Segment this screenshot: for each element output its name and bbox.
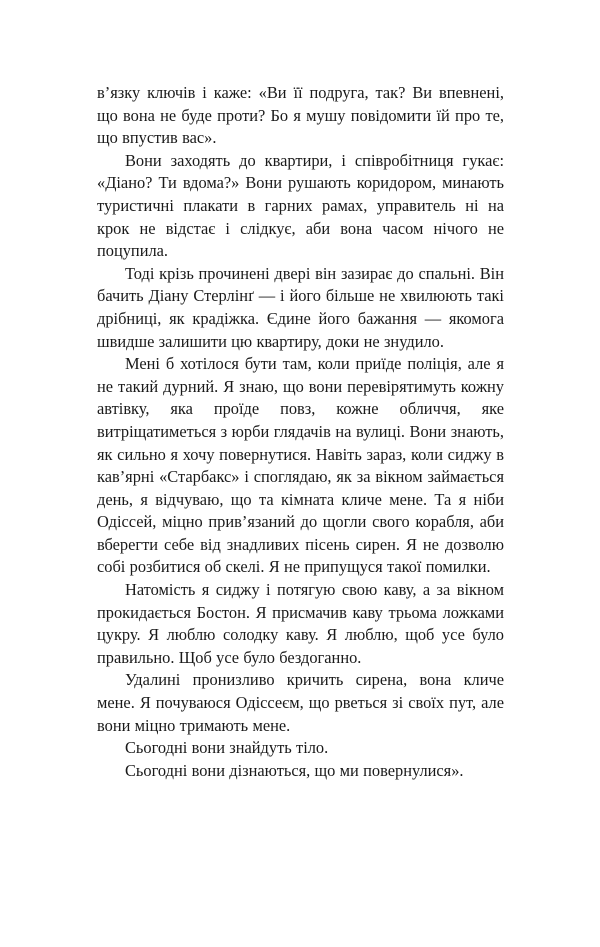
paragraph: Удалині пронизливо кричить сирена, вона кличе мене. Я почуваюся Одіссеєм, що рветься зі своїх пут, але вони міцно тримають мене.: [97, 670, 504, 735]
paragraph: Сьогодні вони знайдуть тіло.: [125, 738, 329, 758]
paragraph: в’язку ключів і каже: «Ви її подруга, так? Ви впевнені, що вона не буде проти? Бо я мушу повідомити їй про те, що впустив вас».: [97, 83, 504, 148]
body-text: [97, 82, 504, 782]
paragraph: Мені б хотілося бути там, коли приїде поліція, але я не такий дурний. Я знаю, що вони перевірятимуть кожну автівку, яка проїде повз, кожне обличчя, яке витріщатиметься з юрби глядачів на вулиці. Вони знають, як сильно я хочу повернутися. Навіть зараз, коли сиджу в кав’ярні «Старбакс» і споглядаю, як за вікном займається день, я відчуваю, що та кімната кличе мене. Та я ніби Одіссей, міцно прив’язаний до щогли свого корабля, аби вберегти себе від знадливих пісень сирен. Я не дозволю собі розбитися об скелі. Я не припущуся такої помилки.: [97, 354, 504, 577]
paragraph: Вони заходять до квартири, і співробітниця гукає: «Діано? Ти вдома?» Вони рушають коридором, минають туристичні плакати в гарних рамах, управитель ні на крок не відстає і слідкує, аби вона часом нічого не поцупила.: [97, 150, 504, 261]
paragraph: Тоді крізь прочинені двері він зазирає до спальні. Він бачить Діану Стерлінґ — і його більше не хвилюють такі дрібниці, як крадіжка. Єдине його бажання — якомога швидше залишити цю квартиру, доки не знудило.: [97, 263, 504, 351]
paragraph: Сьогодні вони дізнаються, що ми повернулися».: [125, 760, 464, 780]
paragraph: Натомість я сиджу і потягую свою каву, а за вікном прокидається Бостон. Я присмачив каву трьома ложками цукру. Я люблю солодку каву. Я люблю, щоб усе було правильно. Щоб усе було бездоганно.: [97, 580, 504, 667]
